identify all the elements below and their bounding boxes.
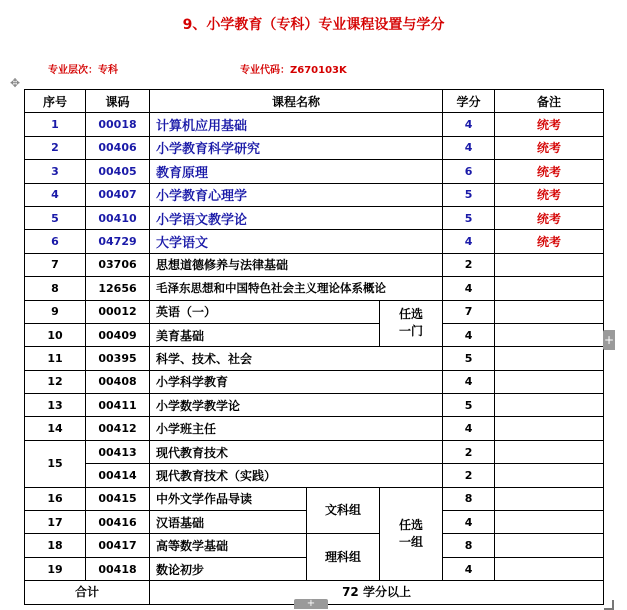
- row-credit: 4: [443, 113, 495, 136]
- row-name: 英语（一）: [150, 300, 380, 323]
- row-credit: 5: [443, 347, 495, 370]
- row-name: 现代教育技术（实践）: [150, 464, 443, 487]
- row-no: 9: [25, 300, 86, 323]
- row-credit: 5: [443, 206, 495, 229]
- header-no: 序号: [25, 90, 86, 113]
- row-note: [495, 370, 604, 393]
- table-row: [25, 417, 604, 440]
- row-no: 15: [25, 440, 86, 487]
- row-note: 统考: [495, 136, 604, 159]
- row-note: [495, 277, 604, 300]
- table-row: [25, 440, 604, 463]
- row-name: 科学、技术、社会: [150, 347, 443, 370]
- row-note: [495, 534, 604, 557]
- row-name: 小学教育科学研究: [150, 136, 443, 159]
- table-row: [25, 300, 604, 323]
- table-row: [25, 160, 604, 183]
- table-row: [25, 183, 604, 206]
- row-name: 小学语文教学论: [150, 206, 443, 229]
- row-note: [495, 487, 604, 510]
- row-credit: 4: [443, 557, 495, 580]
- table-row: [25, 253, 604, 276]
- row-credit: 4: [443, 417, 495, 440]
- row-code: 12656: [86, 277, 150, 300]
- row-name: 大学语文: [150, 230, 443, 253]
- header-note: 备注: [495, 90, 604, 113]
- row-code: 00414: [86, 464, 150, 487]
- row-name: 小学教育心理学: [150, 183, 443, 206]
- row-no: 2: [25, 136, 86, 159]
- row-credit: 4: [443, 370, 495, 393]
- row-no: 14: [25, 417, 86, 440]
- row-no: 1: [25, 113, 86, 136]
- course-table: [24, 89, 604, 605]
- row-code: 00408: [86, 370, 150, 393]
- major-code: 专业代码：Z670103K: [240, 65, 347, 76]
- row-note: 统考: [495, 113, 604, 136]
- row-note: [495, 253, 604, 276]
- row-name: 教育原理: [150, 160, 443, 183]
- header-credit: 学分: [443, 90, 495, 113]
- row-code: 00418: [86, 557, 150, 580]
- row-name: 小学数学教学论: [150, 394, 443, 417]
- row-credit: 8: [443, 487, 495, 510]
- table-row: [25, 277, 604, 300]
- row-note: [495, 347, 604, 370]
- total-value: 72 学分以上: [150, 581, 604, 604]
- row-code: 00412: [86, 417, 150, 440]
- group-liberal-label: 文科组: [307, 487, 380, 534]
- row-no: 18: [25, 534, 86, 557]
- row-credit: 4: [443, 136, 495, 159]
- row-credit: 2: [443, 464, 495, 487]
- major-level: 专业层次：专科: [48, 65, 118, 76]
- row-note: [495, 394, 604, 417]
- table-move-handle-icon[interactable]: ✥: [9, 76, 21, 90]
- row-credit: 4: [443, 277, 495, 300]
- header-name: 课程名称: [150, 90, 443, 113]
- row-note: [495, 417, 604, 440]
- row-credit: 4: [443, 511, 495, 534]
- group-science-label: 理科组: [307, 534, 380, 581]
- row-credit: 6: [443, 160, 495, 183]
- row-code: 00012: [86, 300, 150, 323]
- row-name: 小学班主任: [150, 417, 443, 440]
- row-name: 高等数学基础: [150, 534, 307, 557]
- row-no: 11: [25, 347, 86, 370]
- row-name: 美育基础: [150, 323, 380, 346]
- table-row: [25, 347, 604, 370]
- table-row: [25, 487, 604, 510]
- row-code: 00417: [86, 534, 150, 557]
- table-row: [25, 113, 604, 136]
- row-name: 中外文学作品导读: [150, 487, 307, 510]
- row-note: [495, 511, 604, 534]
- row-code: 03706: [86, 253, 150, 276]
- row-no: 12: [25, 370, 86, 393]
- row-note: [495, 464, 604, 487]
- row-name: 思想道德修养与法律基础: [150, 253, 443, 276]
- row-no: 4: [25, 183, 86, 206]
- row-no: 17: [25, 511, 86, 534]
- row-name: 毛泽东思想和中国特色社会主义理论体系概论: [150, 277, 443, 300]
- row-note: [495, 440, 604, 463]
- table-row: [25, 534, 604, 557]
- table-row: [25, 370, 604, 393]
- row-name: 数论初步: [150, 557, 307, 580]
- row-note: [495, 557, 604, 580]
- row-no: 3: [25, 160, 86, 183]
- row-code: 04729: [86, 230, 150, 253]
- row-code: 00405: [86, 160, 150, 183]
- row-code: 00411: [86, 394, 150, 417]
- row-no: 13: [25, 394, 86, 417]
- row-code: 00395: [86, 347, 150, 370]
- row-credit: 4: [443, 230, 495, 253]
- row-note: 统考: [495, 206, 604, 229]
- page-title: 9、小学教育（专科）专业课程设置与学分: [182, 17, 445, 33]
- total-label: 合计: [25, 581, 150, 604]
- row-credit: 8: [443, 534, 495, 557]
- row-code: 00409: [86, 323, 150, 346]
- insert-row-plus-icon[interactable]: +: [294, 599, 328, 609]
- row-name: 现代教育技术: [150, 440, 443, 463]
- row-code: 00413: [86, 440, 150, 463]
- table-row: [25, 206, 604, 229]
- row-credit: 5: [443, 183, 495, 206]
- row-no: 8: [25, 277, 86, 300]
- row-no: 19: [25, 557, 86, 580]
- row-note: 统考: [495, 230, 604, 253]
- elective-group-label: 任选一组: [380, 487, 443, 581]
- row-note: [495, 323, 604, 346]
- row-code: 00018: [86, 113, 150, 136]
- table-row: [25, 136, 604, 159]
- insert-column-plus-icon[interactable]: +: [603, 330, 615, 350]
- row-no: 6: [25, 230, 86, 253]
- row-note: [495, 300, 604, 323]
- row-name: 汉语基础: [150, 511, 307, 534]
- row-code: 00406: [86, 136, 150, 159]
- table-header-row: [25, 90, 604, 113]
- elective-one-label: 任选一门: [380, 300, 443, 347]
- row-no: 7: [25, 253, 86, 276]
- row-credit: 7: [443, 300, 495, 323]
- row-name: 小学科学教育: [150, 370, 443, 393]
- row-no: 5: [25, 206, 86, 229]
- row-note: 统考: [495, 160, 604, 183]
- table-row: [25, 394, 604, 417]
- row-no: 16: [25, 487, 86, 510]
- row-credit: 2: [443, 440, 495, 463]
- row-no: 10: [25, 323, 86, 346]
- row-code: 00416: [86, 511, 150, 534]
- table-row: [25, 464, 604, 487]
- row-code: 00415: [86, 487, 150, 510]
- header-code: 课码: [86, 90, 150, 113]
- row-code: 00407: [86, 183, 150, 206]
- table-row: [25, 323, 604, 346]
- row-name: 计算机应用基础: [150, 113, 443, 136]
- row-credit: 4: [443, 323, 495, 346]
- row-credit: 2: [443, 253, 495, 276]
- row-credit: 5: [443, 394, 495, 417]
- row-code: 00410: [86, 206, 150, 229]
- table-row: [25, 230, 604, 253]
- row-note: 统考: [495, 183, 604, 206]
